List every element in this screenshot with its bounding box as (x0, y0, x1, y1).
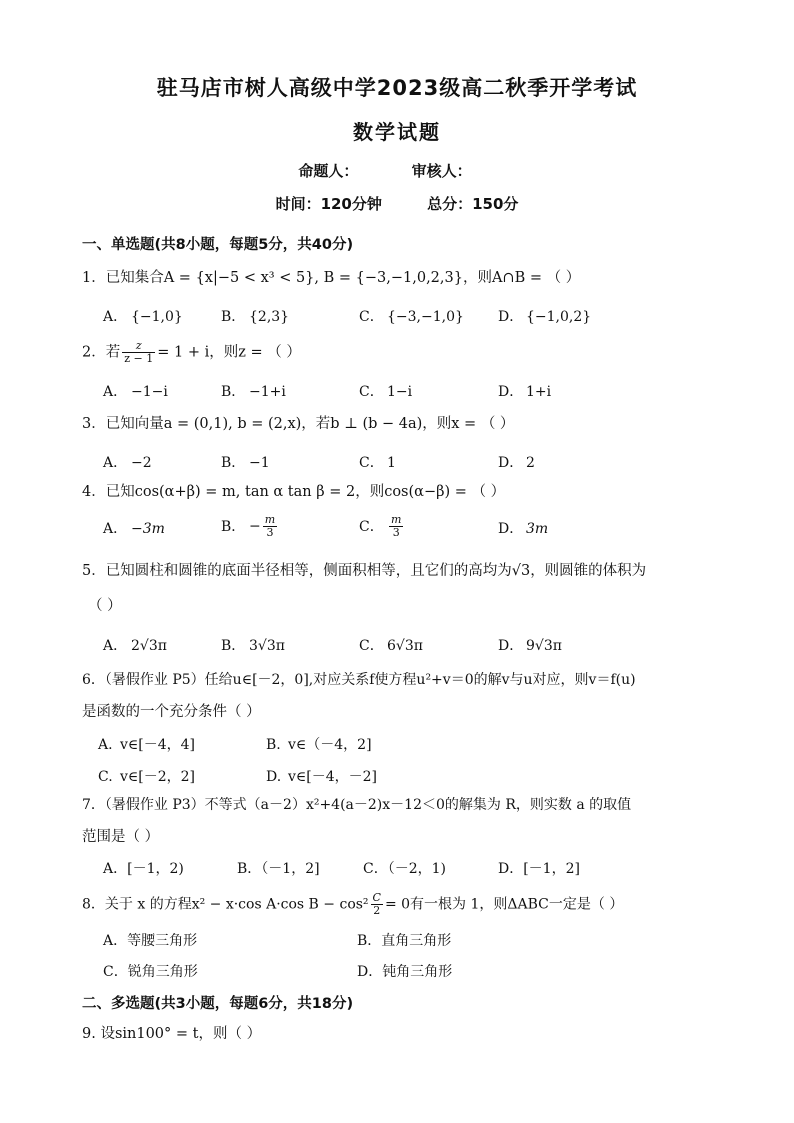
option-c[interactable]: C． {−3,−1,0} (359, 309, 464, 325)
question-3: 3．已知向量a = (0,1), b = (2,x)，若b ⊥ (b − 4a)，则x = （ ） (82, 416, 515, 432)
fraction: $\frac{z}{z - 1}$ (124, 339, 154, 365)
option-d[interactable]: D．钝角三角形 (357, 964, 453, 980)
author-label: 命题人： (298, 162, 359, 180)
exam-title: 驻马店市树人高级中学2023级高二秋季开学考试 (156, 76, 638, 100)
question-6-line2: 是函数的一个充分条件（ ） (82, 704, 261, 720)
question-1: 1．已知集合A = {x|−5 < x³ < 5}, B = {−3,−1,0,2,3}，则A∩B = （ ） (82, 270, 581, 286)
option-d[interactable]: D．[－1，2] (498, 861, 580, 877)
option-b[interactable]: B． −1 (221, 455, 270, 471)
option-a[interactable]: A. v∈[－4，4] (98, 737, 196, 753)
reviewer-label: 审核人： (411, 162, 472, 180)
question-7: 7．（暑假作业 P3）不等式（a－2）x²+4(a－2)x－12＜0的解集为 R，则实数 a 的取值 (82, 797, 632, 813)
option-c[interactable]: C． 6√3π (359, 638, 423, 654)
question-8: 8．关于 x 的方程x² − x·cos A·cos B − cos² $\frac{C}{2}$ = 0有一根为 1，则ΔABC一定是（ ） (82, 891, 624, 917)
option-c[interactable]: C． $\frac{m}{3}$ (359, 513, 402, 539)
option-c[interactable]: C．锐角三角形 (103, 964, 198, 980)
option-b[interactable]: B． {2,3} (221, 309, 290, 325)
option-b[interactable]: B． 3√3π (221, 638, 285, 654)
fraction: $\frac{C}{2}$ (372, 891, 381, 917)
fraction: $\frac{m}{3}$ (391, 513, 402, 539)
exam-subtitle: 数学试题 (353, 120, 441, 144)
option-d[interactable]: D． 2 (498, 455, 535, 471)
option-a[interactable]: A． −1−i (103, 384, 168, 400)
option-b[interactable]: B．（－1，2] (237, 861, 320, 877)
option-a[interactable]: A．[－1，2) (103, 861, 184, 877)
option-a[interactable]: A． {−1,0} (103, 309, 183, 325)
time-line (0, 193, 794, 214)
option-a[interactable]: A． −2 (103, 455, 152, 471)
option-d[interactable]: D． 1+i (498, 384, 552, 400)
author-line (0, 160, 794, 181)
section-single-choice: 一、单选题(共8小题，每题5分，共40分) (82, 237, 354, 253)
fraction: $\frac{m}{3}$ (264, 513, 276, 539)
option-b[interactable]: B． −1+i (221, 384, 286, 400)
exam-time: 时间：120分钟 (275, 195, 382, 213)
option-b[interactable]: B. v∈（－4，2] (266, 737, 372, 753)
option-a[interactable]: A． 2√3π (103, 638, 167, 654)
option-d[interactable]: D. v∈[－4，－2] (266, 769, 378, 785)
option-d[interactable]: D． {−1,0,2} (498, 309, 592, 325)
option-a[interactable]: A． −3m (103, 521, 165, 537)
option-d[interactable]: D． 9√3π (498, 638, 562, 654)
section-multiple-choice: 二、多选题(共3小题，每题6分，共18分) (82, 996, 354, 1012)
question-9: 9. 设sin100° = t，则（ ） (82, 1026, 262, 1042)
question-5-answer-blank: （ ） (88, 598, 122, 614)
option-c[interactable]: C．（－2，1) (363, 861, 446, 877)
question-7-line2: 范围是（ ） (82, 829, 160, 845)
option-b[interactable]: B．直角三角形 (357, 933, 452, 949)
option-b[interactable]: B． − $\frac{m}{3}$ (221, 513, 276, 539)
question-4: 4．已知cos(α+β) = m, tan α tan β = 2，则cos(α−β) = （ ） (82, 484, 506, 500)
option-c[interactable]: C. v∈[－2，2] (98, 769, 196, 785)
question-6: 6．（暑假作业 P5）任给u∈[－2，0],对应关系f使方程u²+v＝0的解v与u对应，则v＝f(u) (82, 672, 636, 688)
option-c[interactable]: C． 1 (359, 455, 396, 471)
option-d[interactable]: D． 3m (498, 521, 549, 537)
option-a[interactable]: A．等腰三角形 (103, 933, 198, 949)
question-5: 5．已知圆柱和圆锥的底面半径相等，侧面积相等，且它们的高均为√3，则圆锥的体积为 (82, 563, 647, 579)
question-2: 2．若 $\frac{z}{z - 1}$ = 1 + i，则z = （ ） (82, 339, 301, 365)
exam-total: 总分：150分 (427, 195, 519, 213)
option-c[interactable]: C． 1−i (359, 384, 413, 400)
